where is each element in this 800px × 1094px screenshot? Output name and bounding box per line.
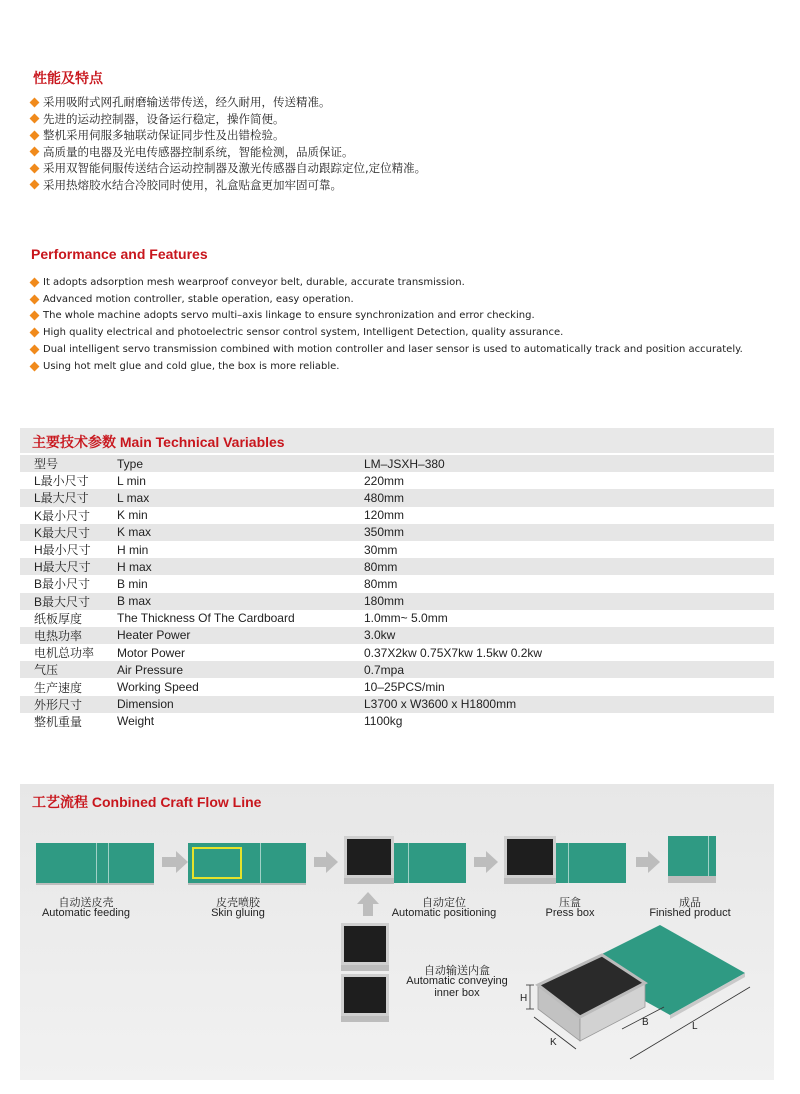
spec-label-en: L max (117, 490, 150, 505)
step-finished-en: Finished product (649, 907, 731, 919)
spec-value: 80mm (364, 559, 398, 574)
spec-label-cn: H最小尺寸 (34, 543, 91, 558)
spec-value: 10–25PCS/min (364, 680, 445, 695)
spec-label-cn: L最小尺寸 (34, 474, 89, 489)
step-positioning-cn: 自动定位 (422, 896, 466, 909)
list-item: 整机采用伺服多轴联动保证同步性及出错检验。 (31, 127, 426, 144)
spec-label-en: Air Pressure (117, 662, 184, 677)
features-en-list (31, 274, 743, 375)
spec-label-cn: H最大尺寸 (34, 560, 91, 575)
list-item: 采用热熔胶水结合冷胶同时使用，礼盒贴盒更加牢固可靠。 (31, 177, 426, 194)
panel-edge (36, 883, 154, 885)
table-row (20, 610, 774, 627)
spec-label-en: L min (117, 473, 146, 488)
table-row (20, 575, 774, 592)
table-row (20, 541, 774, 558)
spec-label-en: Dimension (117, 697, 174, 712)
glue-outline (192, 847, 242, 879)
list-item: Using hot melt glue and cold glue, the box is more reliable. (31, 358, 743, 375)
spec-value: 480mm (364, 490, 405, 505)
diamond-bullet-icon (30, 147, 40, 157)
spec-value: 220mm (364, 473, 405, 488)
feeding-panel (36, 843, 154, 883)
inner-box (341, 974, 389, 1016)
flow-section-title: 工艺流程 Conbined Craft Flow Line (32, 794, 262, 810)
finished-box (668, 836, 716, 876)
fold-line (568, 843, 569, 883)
list-item: 采用双智能伺服传送结合运动控制器及激光传感器自动跟踪定位,定位精准。 (31, 160, 426, 177)
spec-value: 1100kg (364, 714, 403, 729)
spec-value: 120mm (364, 508, 405, 523)
table-row (20, 713, 774, 730)
spec-label-cn: L最大尺寸 (34, 491, 89, 506)
spec-value: L3700 x W3600 x H1800mm (364, 697, 517, 712)
table-row (20, 524, 774, 541)
fold-line (260, 843, 261, 883)
list-item: 采用吸附式网孔耐磨输送带传送，经久耐用，传送精准。 (31, 94, 426, 111)
box-edge (341, 1016, 389, 1022)
spec-label-cn: 整机重量 (34, 714, 83, 729)
tech-section-header (20, 428, 774, 453)
spec-label-cn: 电热功率 (34, 628, 83, 643)
step-feeding-en: Automatic feeding (41, 907, 131, 919)
spec-label-cn: 型号 (34, 457, 59, 472)
spec-label-cn: 纸板厚度 (34, 611, 83, 626)
fold-line (108, 843, 109, 883)
table-row (20, 472, 774, 489)
dim-h-label: H (520, 993, 528, 1004)
table-row (20, 455, 774, 472)
diamond-bullet-icon (30, 180, 40, 190)
step-finished-cn: 成品 (679, 896, 701, 909)
inner-box-en: Automatic conveying (406, 975, 508, 987)
diamond-bullet-icon (30, 311, 40, 321)
spec-label-en: Type (117, 456, 144, 471)
diamond-bullet-icon (30, 361, 40, 371)
list-item: It adopts adsorption mesh wearproof conveyor belt, durable, accurate transmission. (31, 274, 743, 291)
diamond-bullet-icon (30, 277, 40, 287)
list-item: Advanced motion controller, stable operation, easy operation. (31, 291, 743, 308)
gluing-panel (188, 843, 306, 883)
step-press-en: Press box (545, 907, 595, 919)
spec-label-en: Working Speed (117, 680, 199, 695)
diamond-bullet-icon (30, 345, 40, 355)
spec-label-cn: B最大尺寸 (34, 594, 91, 609)
spec-label-en: Weight (117, 714, 155, 729)
spec-label-cn: B最小尺寸 (34, 577, 91, 592)
spec-table (20, 455, 774, 730)
box-edge (341, 965, 389, 971)
dim-l-label: L (692, 1021, 698, 1032)
spec-label-en: K max (117, 525, 152, 540)
diamond-bullet-icon (30, 328, 40, 338)
step-gluing-cn: 皮壳喷胶 (216, 896, 260, 909)
table-row (20, 627, 774, 644)
spec-value: 80mm (364, 576, 398, 591)
inner-box-en-2: inner box (434, 987, 480, 999)
features-cn-list (31, 94, 426, 193)
table-row (20, 489, 774, 506)
spec-value: 1.0mm~ 5.0mm (364, 611, 448, 626)
spec-label-en: Heater Power (117, 628, 191, 643)
table-row (20, 593, 774, 610)
spec-value: LM–JSXH–380 (364, 456, 445, 471)
step-press-cn: 压盒 (559, 896, 581, 909)
step-gluing-en: Skin gluing (211, 907, 265, 919)
spec-label-en: B min (117, 576, 148, 591)
spec-value: 0.7mpa (364, 662, 405, 677)
features-en-title: Performance and Features (31, 246, 208, 262)
diamond-bullet-icon (30, 114, 40, 124)
list-item: 先进的运动控制器，设备运行稳定，操作简便。 (31, 111, 426, 128)
diamond-bullet-icon (30, 163, 40, 173)
inner-box (341, 923, 389, 965)
spec-value: 3.0kw (364, 628, 396, 643)
spec-label-en: The Thickness Of The Cardboard (117, 611, 295, 626)
box-dimension-diagram (510, 925, 770, 1075)
list-item: 高质量的电器及光电传感器控制系统，智能检测，品质保证。 (31, 144, 426, 161)
diamond-bullet-icon (30, 294, 40, 304)
spec-label-en: B max (117, 594, 152, 609)
fold-line (408, 843, 409, 883)
spec-label-cn: 外形尺寸 (34, 697, 83, 712)
spec-label-en: Motor Power (117, 645, 186, 660)
fold-line (708, 836, 709, 876)
step-feeding-cn: 自动送皮壳 (58, 896, 114, 909)
dim-b-label: B (642, 1017, 649, 1028)
inner-box (344, 836, 394, 878)
dim-k-label: K (550, 1037, 557, 1048)
spec-label-cn: 气压 (34, 663, 59, 678)
inner-box-cn: 自动输送内盒 (424, 964, 490, 977)
spec-label-en: K min (117, 508, 148, 523)
box-edge (668, 876, 716, 883)
table-row (20, 696, 774, 713)
spec-label-en: H min (117, 542, 149, 557)
list-item: High quality electrical and photoelectric sensor control system, Intelligent Detection, quality assurance. (31, 324, 743, 341)
table-row (20, 678, 774, 695)
diamond-bullet-icon (30, 97, 40, 107)
spec-label-cn: K最小尺寸 (34, 508, 91, 523)
fold-line (96, 843, 97, 883)
spec-label-cn: K最大尺寸 (34, 525, 91, 540)
spec-value: 180mm (364, 594, 405, 609)
list-item: The whole machine adopts servo multi–axis linkage to ensure synchronization and error checking. (31, 308, 743, 325)
box-edge (504, 878, 556, 884)
spec-label-cn: 生产速度 (34, 680, 83, 695)
list-item: Dual intelligent servo transmission combined with motion controller and laser sensor is used to automatically track and position accurately. (31, 341, 743, 358)
spec-label-en: H max (117, 559, 152, 574)
table-row (20, 507, 774, 524)
tech-section-title: 主要技术参数 Main Technical Variables (32, 434, 285, 450)
table-row (20, 661, 774, 678)
spec-label-cn: 电机总功率 (34, 646, 95, 661)
features-cn-title: 性能及特点 (33, 71, 103, 87)
pressed-box (504, 836, 556, 878)
spec-value: 30mm (364, 542, 398, 557)
table-row (20, 644, 774, 661)
diamond-bullet-icon (30, 130, 40, 140)
spec-value: 0.37X2kw 0.75X7kw 1.5kw 0.2kw (364, 645, 543, 660)
box-edge (344, 878, 394, 884)
spec-value: 350mm (364, 525, 405, 540)
step-positioning-en: Automatic positioning (391, 907, 497, 919)
table-row (20, 558, 774, 575)
panel-edge (188, 883, 306, 885)
